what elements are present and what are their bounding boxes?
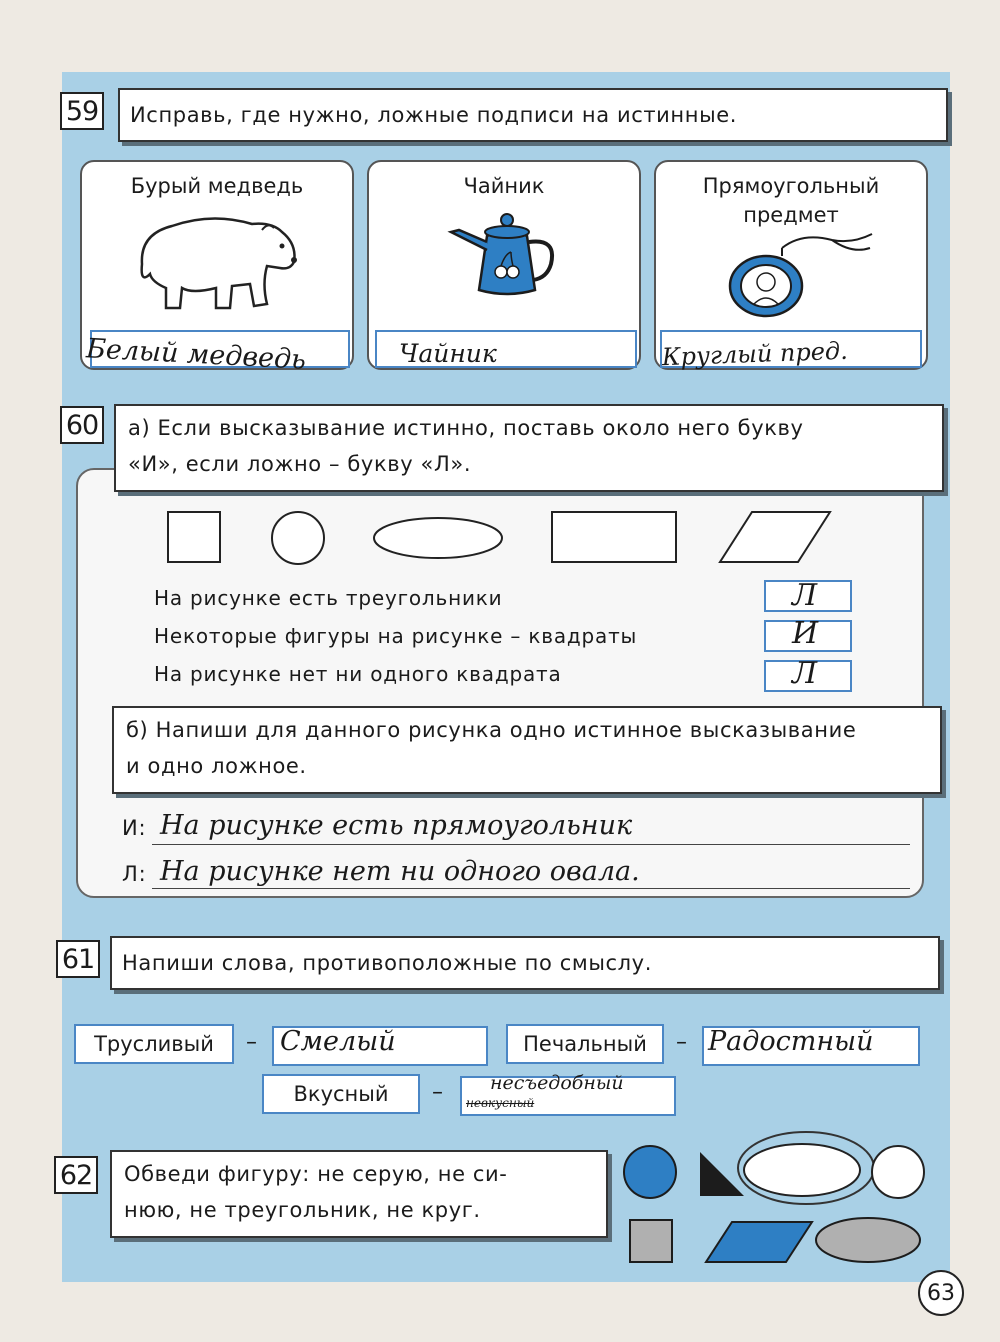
white-oval — [744, 1144, 860, 1196]
answer-1: Смелый — [280, 1026, 396, 1057]
card-bear-answer: Белый медведь — [85, 333, 307, 376]
word-sad: Печальный — [506, 1024, 664, 1064]
pendant-picture — [722, 228, 882, 328]
blue-parallelogram — [706, 1222, 812, 1262]
page-number: 63 — [918, 1270, 964, 1316]
task-60b-line-1: б) Напиши для данного рисунка одно истинное высказывание — [126, 718, 857, 742]
true-label: И: — [122, 816, 147, 840]
shapes-row — [160, 506, 840, 566]
parallelogram-shape — [720, 512, 830, 562]
word-tasty: Вкусный — [262, 1074, 420, 1114]
statement-2-mark: И — [792, 616, 819, 651]
answer-3: несъедобный — [490, 1072, 624, 1094]
oval-shape — [374, 518, 502, 558]
task-62-number: 62 — [54, 1156, 98, 1194]
statement-3-mark: Л — [792, 656, 818, 691]
task-61-number: 61 — [56, 940, 100, 978]
card-bear — [80, 160, 354, 376]
statement-1: На рисунке есть треугольники — [154, 586, 503, 610]
true-answer[interactable]: На рисунке есть прямоугольник — [160, 810, 633, 841]
word-coward: Трусливый — [74, 1024, 234, 1064]
task-61-instruction: Напиши слова, противоположные по смыслу. — [110, 936, 940, 990]
task-60b-line-2: и одно ложное. — [126, 754, 307, 778]
card-pendant-caption-1: Прямоугольный — [702, 174, 880, 198]
grey-oval — [816, 1218, 920, 1262]
card-bear-caption: Бурый медведь — [130, 174, 304, 198]
teapot-picture — [447, 202, 567, 302]
card-pendant-caption-2: предмет — [743, 203, 839, 228]
dash-3: – — [432, 1080, 443, 1105]
task-62-line-2: нюю, не треугольник, не круг. — [124, 1198, 481, 1222]
statement-1-mark: Л — [792, 578, 818, 613]
card-pendant-answer: Круглый пред. — [661, 336, 849, 372]
true-answer-line — [152, 844, 910, 845]
task-60b-instruction — [112, 706, 942, 794]
statement-2: Некоторые фигуры на рисунке – квадраты — [154, 624, 638, 648]
card-teapot — [367, 160, 641, 370]
black-triangle — [700, 1152, 744, 1196]
bear-picture — [132, 204, 302, 316]
task-62-line-1: Обведи фигуру: не серую, не си- — [124, 1162, 508, 1186]
answer-2: Радостный — [708, 1026, 874, 1057]
dash-1: – — [246, 1030, 257, 1055]
false-label: Л: — [122, 862, 147, 886]
task-60-number: 60 — [60, 406, 104, 444]
card-pendant — [654, 160, 928, 370]
blue-circle — [624, 1146, 676, 1198]
task-60a-instruction — [114, 404, 944, 492]
task-59-number: 59 — [60, 92, 104, 130]
false-answer-line — [152, 888, 910, 889]
rectangle-shape — [552, 512, 676, 562]
statement-3: На рисунке нет ни одного квадрата — [154, 662, 562, 686]
task-60a-line-2: «И», если ложно – букву «Л». — [128, 452, 472, 476]
grey-square — [630, 1220, 672, 1262]
false-answer[interactable]: На рисунке нет ни одного овала. — [160, 856, 640, 887]
card-teapot-answer: Чайник — [399, 339, 497, 368]
square-shape — [168, 512, 220, 562]
task-62-shapes — [620, 1126, 932, 1270]
circle-shape — [272, 512, 324, 564]
task-60a-line-1: а) Если высказывание истинно, поставь около него букву — [128, 416, 804, 440]
card-teapot-caption: Чайник — [463, 174, 545, 198]
white-circle — [872, 1146, 924, 1198]
task-59-instruction: Исправь, где нужно, ложные подписи на истинные. — [118, 88, 948, 142]
answer-3-struck: невкусный — [466, 1096, 535, 1110]
dash-2: – — [676, 1030, 687, 1055]
task-62-instruction — [110, 1150, 608, 1238]
